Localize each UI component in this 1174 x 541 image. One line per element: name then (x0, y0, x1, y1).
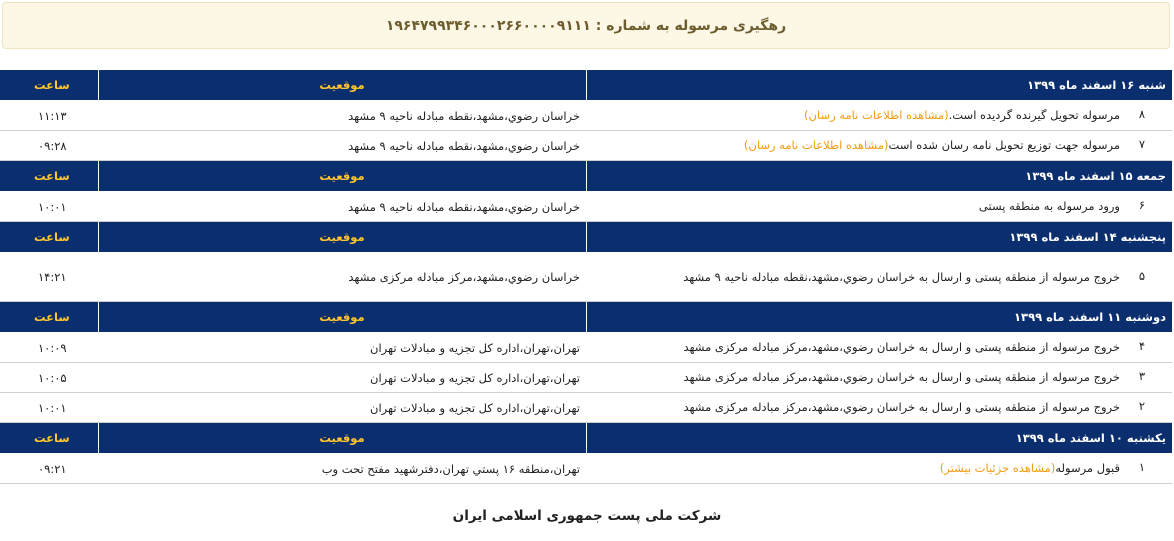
event-number-wrap (1120, 107, 1164, 121)
event-number: ۶ (1138, 198, 1146, 212)
tracking-table (0, 70, 1172, 484)
event-description-cell (586, 333, 1172, 363)
time-column-header: ساعت (0, 423, 98, 454)
event-description: خروج مرسوله از منطقه پستی و ارسال به خراسان رضوي،مشهد،مرکز مبادله مرکزی مشهد (683, 370, 1120, 384)
event-number: ۴ (1138, 339, 1146, 353)
event-number-wrap (1120, 399, 1164, 413)
event-time: ۱۰:۰۱ (0, 192, 98, 222)
event-number: ۵ (1138, 268, 1146, 283)
event-location: خراسان رضوي،مشهد،نقطه مبادله ناحيه ۹ مشهد (98, 192, 586, 222)
event-details-link[interactable]: (مشاهده جزئیات بیشتر) (939, 461, 1056, 475)
event-description: مرسوله تحویل گیرنده گردیده است. (948, 108, 1120, 122)
location-column-header: موقعیت (98, 423, 586, 454)
event-description-cell (586, 131, 1172, 161)
event-text-wrap (592, 339, 1120, 356)
event-description-cell (586, 253, 1172, 302)
event-description: خروج مرسوله از منطقه پستی و ارسال به خراسان رضوي،مشهد،مرکز مبادله مرکزی مشهد (683, 340, 1120, 354)
date-group-header (0, 70, 1172, 101)
location-column-header: موقعیت (98, 222, 586, 253)
event-location: تهران،منطقه ۱۶ پستي تهران،دفترشهيد مفتح تحت وب (98, 454, 586, 484)
event-location: خراسان رضوي،مشهد،نقطه مبادله ناحيه ۹ مشهد (98, 131, 586, 161)
event-number: ۳ (1138, 369, 1146, 383)
event-description: خروج مرسوله از منطقه پستی و ارسال به خراسان رضوي،مشهد،نقطه مبادله ناحيه ۹ مشهد (683, 269, 1120, 284)
group-date: دوشنبه ۱۱ اسفند ماه ۱۳۹۹ (586, 302, 1172, 333)
event-text-wrap (592, 460, 1120, 477)
date-group-header (0, 161, 1172, 192)
time-column-header: ساعت (0, 161, 98, 192)
event-description-cell (586, 454, 1172, 484)
group-date: جمعه ۱۵ اسفند ماه ۱۳۹۹ (586, 161, 1172, 192)
event-location: تهران،تهران،اداره کل تجزيه و مبادلات تهران (98, 363, 586, 393)
date-group-header (0, 423, 1172, 454)
location-column-header: موقعیت (98, 70, 586, 101)
event-time: ۱۴:۲۱ (0, 253, 98, 302)
event-time: ۰۹:۲۸ (0, 131, 98, 161)
tracking-title: رهگیری مرسوله به شماره : ۱۹۶۴۷۹۹۳۴۶۰۰۰۲۶۶۰۰۰۰۹۱۱۱ (385, 17, 787, 34)
footer-company: شرکت ملی پست جمهوری اسلامی ایران (452, 508, 722, 524)
tracking-event-row (0, 192, 1172, 222)
event-number-wrap (1120, 137, 1164, 151)
event-number-wrap (1120, 339, 1164, 353)
event-number: ۸ (1138, 107, 1146, 121)
tracking-event-row (0, 333, 1172, 363)
event-description-cell (586, 192, 1172, 222)
event-text-wrap (592, 107, 1120, 124)
event-number: ۷ (1138, 137, 1146, 151)
event-location: خراسان رضوي،مشهد،مرکز مبادله مرکزی مشهد (98, 253, 586, 302)
group-date: شنبه ۱۶ اسفند ماه ۱۳۹۹ (586, 70, 1172, 101)
date-group-header (0, 302, 1172, 333)
event-description: خروج مرسوله از منطقه پستی و ارسال به خراسان رضوي،مشهد،مرکز مبادله مرکزی مشهد (683, 400, 1120, 414)
time-column-header: ساعت (0, 302, 98, 333)
event-time: ۱۰:۰۱ (0, 393, 98, 423)
event-time: ۰۹:۲۱ (0, 454, 98, 484)
event-location: تهران،تهران،اداره کل تجزيه و مبادلات تهران (98, 333, 586, 363)
event-description-cell (586, 393, 1172, 423)
event-number: ۲ (1138, 399, 1146, 413)
location-column-header: موقعیت (98, 161, 586, 192)
tracking-event-row (0, 101, 1172, 131)
location-column-header: موقعیت (98, 302, 586, 333)
tracking-event-row (0, 253, 1172, 302)
tracking-event-row (0, 393, 1172, 423)
event-description: مرسوله جهت توزیع تحویل نامه رسان شده است (888, 138, 1120, 152)
event-time: ۱۱:۱۳ (0, 101, 98, 131)
event-number-wrap (1120, 369, 1164, 383)
event-details-link[interactable]: (مشاهده اطلاعات نامه رسان) (804, 108, 949, 122)
event-time: ۱۰:۰۵ (0, 363, 98, 393)
tracking-event-row (0, 454, 1172, 484)
event-number-wrap (1120, 269, 1164, 283)
time-column-header: ساعت (0, 70, 98, 101)
event-text-wrap (592, 198, 1120, 215)
event-description-cell (586, 363, 1172, 393)
group-date: پنجشنبه ۱۴ اسفند ماه ۱۳۹۹ (586, 222, 1172, 253)
event-description-cell (586, 101, 1172, 131)
tracking-event-row (0, 363, 1172, 393)
event-text-wrap (592, 399, 1120, 416)
event-number-wrap (1120, 460, 1164, 474)
tracking-header (2, 2, 1170, 49)
group-date: يكشنبه ۱۰ اسفند ماه ۱۳۹۹ (586, 423, 1172, 454)
event-location: تهران،تهران،اداره کل تجزيه و مبادلات تهران (98, 393, 586, 423)
tracking-event-row (0, 131, 1172, 161)
event-description: قبول مرسوله (1055, 461, 1120, 475)
event-number: ۱ (1138, 460, 1146, 474)
event-details-link[interactable]: (مشاهده اطلاعات نامه رسان) (743, 138, 889, 152)
time-column-header: ساعت (0, 222, 98, 253)
event-time: ۱۰:۰۹ (0, 333, 98, 363)
event-location: خراسان رضوي،مشهد،نقطه مبادله ناحيه ۹ مشهد (98, 101, 586, 131)
event-description: ورود مرسوله به منطقه پستی (978, 199, 1120, 213)
date-group-header (0, 222, 1172, 253)
event-number-wrap (1120, 198, 1164, 212)
event-text-wrap (592, 369, 1120, 386)
event-text-wrap (592, 269, 1120, 286)
event-text-wrap (592, 137, 1120, 154)
